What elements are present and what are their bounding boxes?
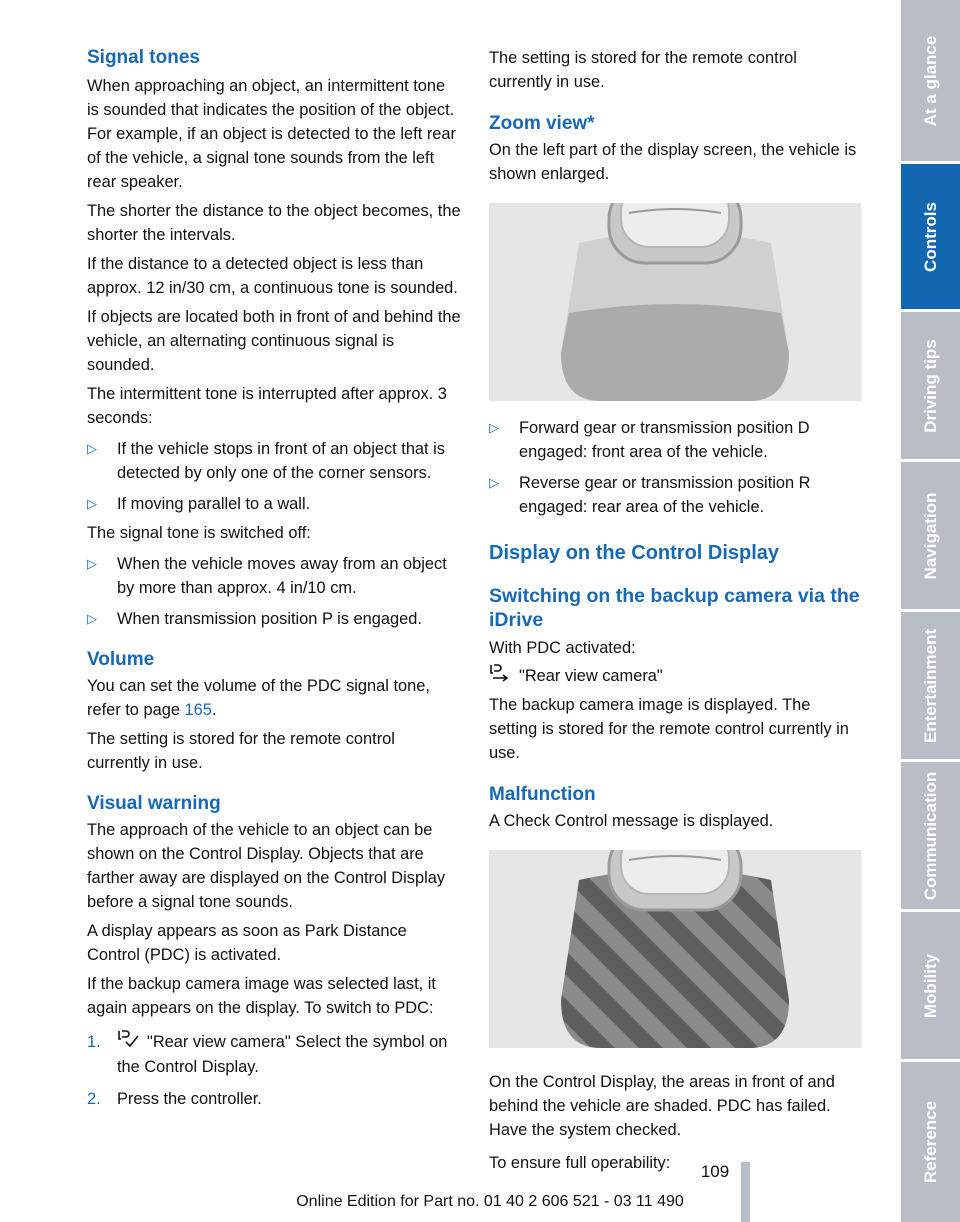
tab-label: Communication xyxy=(920,771,940,900)
menu-item-text: "Rear view camera" xyxy=(519,667,663,685)
paragraph: A Check Control message is displayed. xyxy=(489,812,774,831)
section-heading-malfunction: Malfunction xyxy=(489,784,596,806)
zoom-view-illustration xyxy=(489,203,861,401)
list-item xyxy=(87,607,461,631)
tab-navigation[interactable] xyxy=(901,462,960,609)
tab-controls[interactable] xyxy=(901,164,960,309)
tab-entertainment[interactable] xyxy=(901,612,960,759)
list-item xyxy=(87,492,461,516)
left-column xyxy=(87,0,461,1111)
rear-view-camera-icon xyxy=(489,664,511,689)
tab-driving-tips[interactable] xyxy=(901,312,960,459)
paragraph: The setting is stored for the remote control currently in use. xyxy=(489,49,797,91)
list-item-text: If moving parallel to a wall. xyxy=(117,495,311,513)
right-column xyxy=(489,0,863,1175)
page-number: 109 xyxy=(700,1162,730,1181)
section-heading-signal-tones: Signal tones xyxy=(87,47,200,68)
paragraph: When approaching an object, an intermittent tone is sounded that indicates the position of the object. For example, if an object is detected to the left rear of the vehicle, a signal tone sounds from the left rear speaker. xyxy=(87,77,456,191)
rear-view-camera-icon xyxy=(117,1030,139,1055)
section-heading-visual-warning: Visual warning xyxy=(87,793,221,814)
menu-path xyxy=(489,664,863,689)
step-number: 1. xyxy=(87,1033,101,1051)
list-item-text: When the vehicle moves away from an object by more than approx. 4 in/10 cm. xyxy=(117,555,447,597)
step-text: Press the controller. xyxy=(117,1090,262,1109)
triangle-right-icon: ▷ xyxy=(87,496,97,511)
paragraph: The shorter the distance to the object becomes, the shorter the intervals. xyxy=(87,202,461,244)
page-marker-bar xyxy=(741,1162,750,1222)
tab-mobility[interactable] xyxy=(901,912,960,1059)
paragraph: The backup camera image is displayed. The setting is stored for the remote control currently in use. xyxy=(489,696,849,763)
step-text: "Rear view camera" Select the symbol on the Control Display. xyxy=(117,1033,448,1077)
footer-edition: Online Edition for Part no. 01 40 2 606 521 - 03 11 490 xyxy=(296,1193,684,1210)
tab-label: Mobility xyxy=(920,953,940,1018)
paragraph: The setting is stored for the remote control currently in use. xyxy=(87,730,395,772)
chapter-tabs xyxy=(901,0,960,1222)
tab-label: Reference xyxy=(920,1100,940,1184)
tab-label: Navigation xyxy=(920,492,940,579)
tab-label: Controls xyxy=(920,201,940,272)
tab-label: At a glance xyxy=(920,35,940,126)
section-heading-switching-on: Switching on the backup camera via the iDrive xyxy=(489,585,860,631)
numbered-step xyxy=(87,1030,461,1079)
tab-label: Entertainment xyxy=(920,628,940,743)
section-heading-zoom-view: Zoom view* xyxy=(489,113,595,134)
paragraph: The approach of the vehicle to an object can be shown on the Control Display. Objects that are farther away are displayed on the Control Display before a signal tone sounds. xyxy=(87,821,446,911)
list-item xyxy=(87,552,461,600)
paragraph xyxy=(87,674,461,722)
list-item xyxy=(87,437,461,485)
paragraph-text: . xyxy=(211,701,217,719)
paragraph: On the Control Display, the areas in front of and behind the vehicle are shaded. PDC has failed. Have the system checked. xyxy=(489,1073,835,1140)
triangle-right-icon: ▷ xyxy=(489,420,499,435)
tab-label: Driving tips xyxy=(920,338,940,433)
tab-communication[interactable] xyxy=(901,762,960,909)
paragraph: With PDC activated: xyxy=(489,639,636,657)
section-heading-display: Display on the Control Display xyxy=(489,542,780,564)
list-item xyxy=(489,416,863,464)
page-reference-link[interactable]: 165 xyxy=(184,701,212,719)
numbered-step xyxy=(87,1087,461,1111)
paragraph: The signal tone is switched off: xyxy=(87,524,311,542)
paragraph: If objects are located both in front of and behind the vehicle, an alternating continuous signal is sounded. xyxy=(87,308,461,374)
malfunction-illustration xyxy=(489,850,861,1048)
paragraph-text: You can set the volume of the PDC signal tone, refer to page xyxy=(87,677,430,719)
list-item-text: When transmission position P is engaged. xyxy=(117,610,422,628)
paragraph: On the left part of the display screen, the vehicle is shown enlarged. xyxy=(489,141,857,183)
list-item-text: Forward gear or transmission position D engaged: front area of the vehicle. xyxy=(519,419,810,461)
list-item xyxy=(489,471,863,519)
paragraph: The intermittent tone is interrupted after approx. 3 seconds: xyxy=(87,385,447,427)
section-heading-volume: Volume xyxy=(87,649,155,670)
triangle-right-icon: ▷ xyxy=(87,441,97,456)
paragraph: If the backup camera image was selected last, it again appears on the display. To switch to PDC: xyxy=(87,975,436,1017)
list-item-text: If the vehicle stops in front of an object that is detected by only one of the corner sensors. xyxy=(117,440,445,482)
triangle-right-icon: ▷ xyxy=(489,475,499,490)
list-item-text: Reverse gear or transmission position R engaged: rear area of the vehicle. xyxy=(519,474,811,516)
triangle-right-icon: ▷ xyxy=(87,556,97,571)
paragraph: If the distance to a detected object is less than approx. 12 in/30 cm, a continuous tone is sounded. xyxy=(87,255,458,297)
tab-at-a-glance[interactable] xyxy=(901,0,960,161)
paragraph: A display appears as soon as Park Distance Control (PDC) is activated. xyxy=(87,922,407,964)
paragraph: To ensure full operability: xyxy=(489,1154,671,1173)
triangle-right-icon: ▷ xyxy=(87,611,97,626)
step-number: 2. xyxy=(87,1090,101,1109)
